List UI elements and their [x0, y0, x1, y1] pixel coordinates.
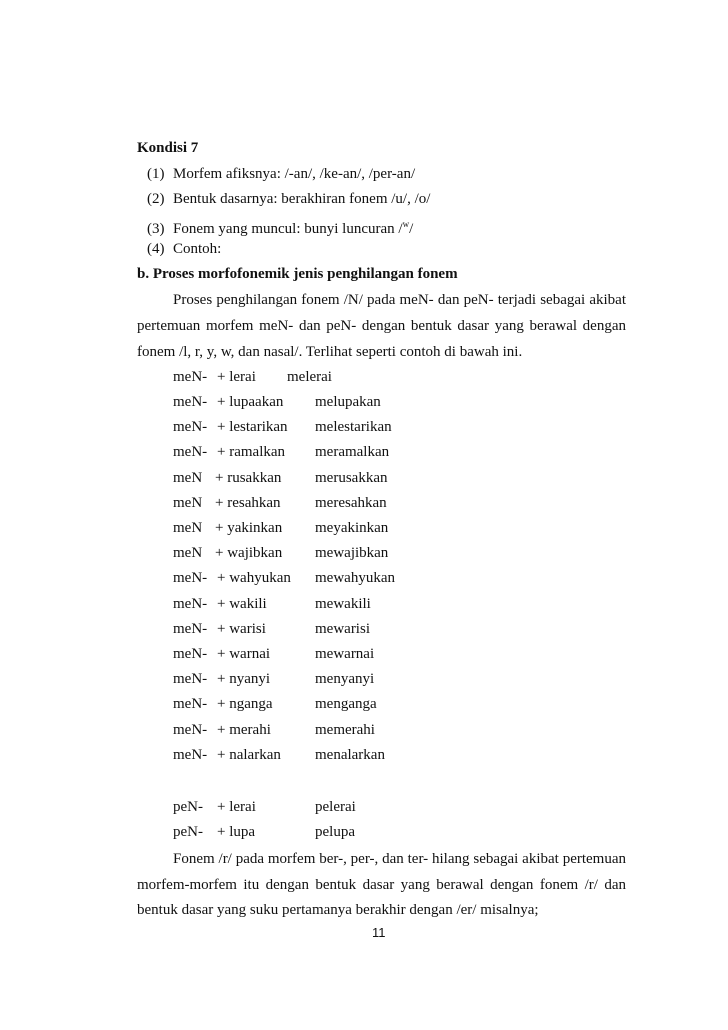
example-base: + nalarkan — [217, 746, 281, 763]
example-result: meyakinkan — [315, 520, 389, 536]
example-prefix: meN- — [173, 570, 208, 587]
example-result: mewarisi — [315, 620, 370, 637]
section-b-heading: b. Proses morfofonemik jenis penghilangan fonem — [137, 266, 458, 282]
page-number: 11 — [372, 925, 386, 940]
example-prefix: meN — [173, 469, 203, 486]
example-row — [173, 469, 388, 487]
item-superscript: w — [402, 219, 410, 229]
example-row — [173, 746, 385, 764]
item-number: (2) — [147, 191, 165, 207]
example-result: mewarnai — [315, 646, 375, 662]
example-prefix: meN — [173, 545, 203, 562]
item-number: (4) — [147, 241, 165, 257]
example-prefix: meN- — [173, 419, 208, 436]
example-result: melestarikan — [315, 419, 392, 436]
example-result: mewakili — [315, 595, 371, 612]
example-result: melupakan — [315, 394, 381, 410]
example-row — [173, 620, 370, 638]
example-prefix: meN- — [173, 369, 208, 385]
example-row — [173, 695, 377, 713]
kondisi-item-1 — [147, 165, 415, 183]
example-row — [173, 393, 381, 411]
example-row — [173, 544, 389, 562]
example-base: + merahi — [217, 721, 271, 738]
example-row — [173, 494, 387, 512]
example-base: + wajibkan — [215, 545, 283, 562]
example-row — [173, 418, 392, 436]
example-result: memerahi — [315, 721, 375, 738]
example-result: merusakkan — [315, 469, 388, 486]
example-base: + resahkan — [215, 494, 281, 511]
example-row — [173, 645, 375, 663]
example-base: + nyanyi — [217, 671, 271, 688]
example-prefix: meN- — [173, 746, 208, 763]
paragraph-2-line-1: Fonem /r/ pada morfem ber-, per-, dan ter- hilang sebagai akibat pertemuan — [173, 851, 626, 867]
example-result: menganga — [315, 696, 377, 713]
example-result: melerai — [287, 369, 332, 385]
example-row — [173, 721, 375, 739]
item-text: Contoh: — [173, 241, 222, 257]
item-text: Bentuk dasarnya: berakhiran fonem /u/, /o/ — [173, 191, 431, 207]
example-prefix: meN — [173, 520, 203, 536]
item-text: Fonem yang muncul: bunyi luncuran / — [173, 221, 403, 237]
item-number: (3) — [147, 221, 165, 237]
example-base: + lerai — [217, 369, 256, 385]
example-base: + lerai — [217, 799, 256, 815]
example-base: + warnai — [217, 646, 271, 662]
kondisi-item-2 — [147, 190, 430, 208]
paragraph-1-line-3: fonem /l, r, y, w, dan nasal/. Terlihat seperti contoh di bawah ini. — [137, 344, 523, 360]
example-prefix: meN- — [173, 721, 208, 738]
example-row — [173, 443, 390, 461]
example-base: + nganga — [217, 696, 273, 713]
example-row — [173, 595, 371, 613]
example-result: meresahkan — [315, 494, 387, 511]
example-prefix: meN — [173, 494, 203, 511]
item-text: Morfem afiksnya: /-an/, /ke-an/, /per-an/ — [173, 166, 416, 182]
paragraph-1-line-1: Proses penghilangan fonem /N/ pada meN- dan peN- terjadi sebagai akibat — [173, 292, 626, 308]
example-row — [173, 670, 375, 688]
paragraph-2-line-2: morfem-morfem itu dengan bentuk dasar yang berawal dengan fonem /r/ dan — [137, 877, 626, 893]
example-base: + lupa — [217, 824, 256, 840]
example-base: + wakili — [217, 595, 267, 612]
paragraph-1-line-2: pertemuan morfem meN- dan peN- dengan bentuk dasar yang berawal dengan — [137, 318, 626, 334]
example-base: + wahyukan — [217, 570, 291, 587]
example-base: + rusakkan — [215, 469, 282, 486]
kondisi-heading: Kondisi 7 — [137, 140, 199, 156]
paragraph-2-line-3: bentuk dasar yang suku pertamanya berakhir dengan /er/ misalnya; — [137, 902, 539, 918]
example-prefix: meN- — [173, 696, 208, 713]
example-base: + warisi — [217, 620, 266, 637]
example-base: + ramalkan — [217, 444, 286, 461]
kondisi-item-3 — [147, 215, 413, 238]
example-row — [173, 798, 356, 816]
item-tail: / — [409, 221, 414, 237]
example-result: pelerai — [315, 799, 356, 815]
example-prefix: meN- — [173, 444, 208, 461]
example-result: mewajibkan — [315, 545, 389, 562]
example-result: pelupa — [315, 824, 355, 840]
example-prefix: peN- — [173, 824, 203, 840]
example-prefix: meN- — [173, 646, 208, 662]
example-base: + yakinkan — [215, 520, 283, 536]
example-prefix: meN- — [173, 620, 208, 637]
example-prefix: meN- — [173, 595, 208, 612]
kondisi-item-4 — [147, 240, 221, 258]
example-prefix: meN- — [173, 671, 208, 688]
example-result: menyanyi — [315, 671, 375, 688]
example-row — [173, 823, 355, 841]
example-base: + lestarikan — [217, 419, 288, 436]
example-result: menalarkan — [315, 746, 385, 763]
example-row — [173, 519, 389, 537]
example-row — [173, 368, 332, 386]
example-prefix: meN- — [173, 394, 208, 410]
example-prefix: peN- — [173, 799, 203, 815]
example-result: meramalkan — [315, 444, 390, 461]
example-result: mewahyukan — [315, 570, 395, 587]
example-base: + lupaakan — [217, 394, 284, 410]
example-row — [173, 569, 395, 587]
item-number: (1) — [147, 166, 165, 182]
